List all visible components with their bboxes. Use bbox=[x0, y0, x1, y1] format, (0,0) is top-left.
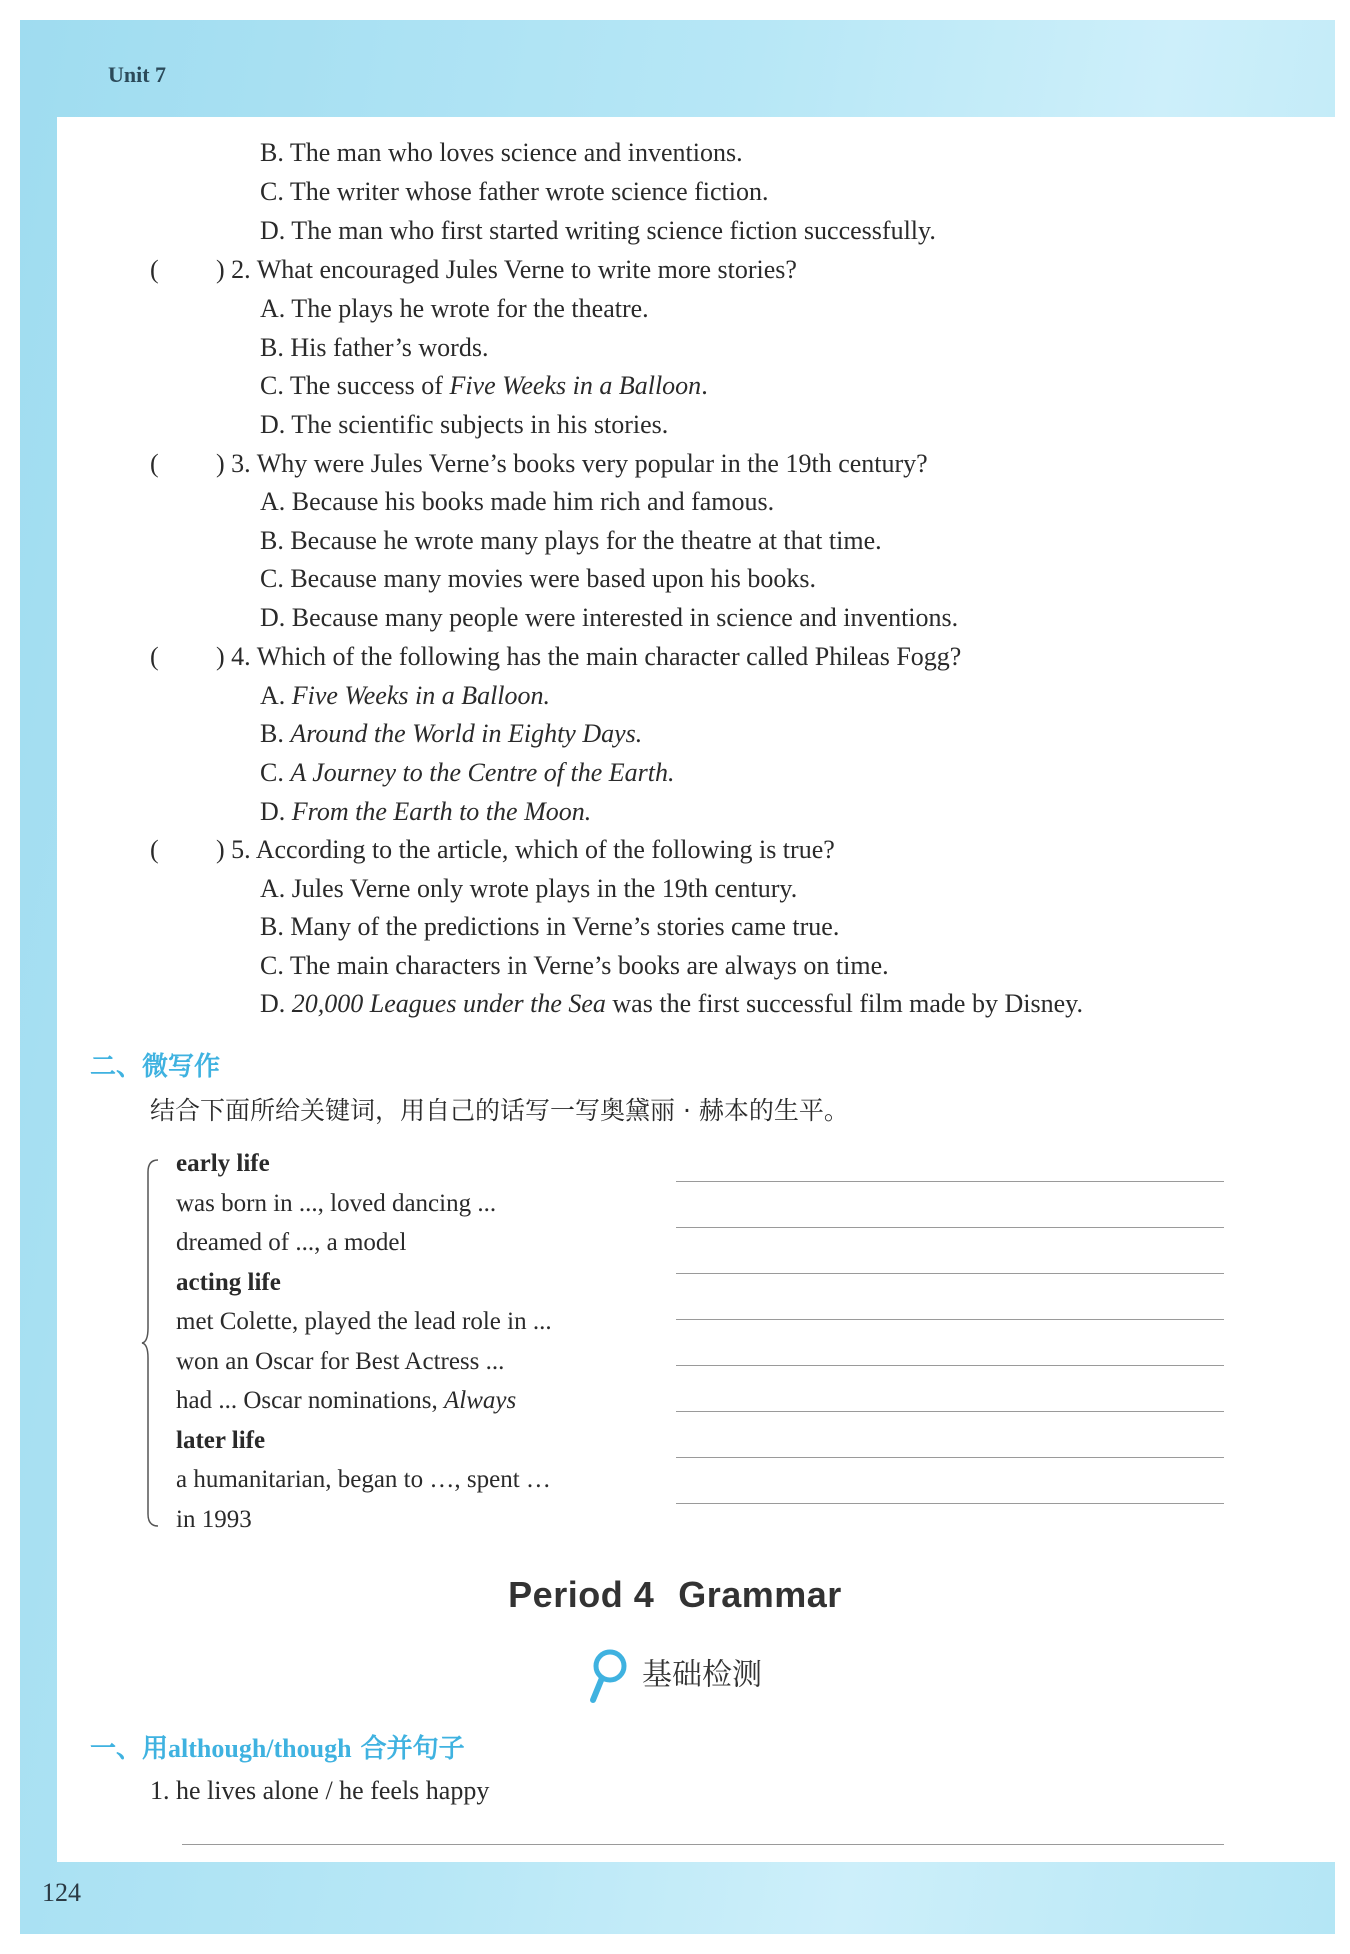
answer-line[interactable] bbox=[182, 1844, 1224, 1845]
writing-line[interactable] bbox=[676, 1319, 1224, 1320]
period-title: Period 4 Grammar bbox=[508, 1574, 842, 1615]
q2-stem: ) 2. What encouraged Jules Verne to write more stories? bbox=[216, 255, 797, 284]
q5-answer-paren[interactable]: ( bbox=[150, 835, 159, 864]
q4-option-b: B. Around the World in Eighty Days. bbox=[260, 719, 643, 748]
q3-option-d: D. Because many people were interested in science and inventions. bbox=[260, 603, 959, 632]
q4-stem: ) 4. Which of the following has the main character called Phileas Fogg? bbox=[216, 642, 962, 671]
q4-option-c: C. A Journey to the Centre of the Earth. bbox=[260, 758, 675, 787]
q2-option-d: D. The scientific subjects in his stories. bbox=[260, 410, 669, 439]
keyword-later-life-heading: later life bbox=[176, 1427, 266, 1454]
q4-option-d: D. From the Earth to the Moon. bbox=[260, 797, 592, 826]
left-brace-icon bbox=[140, 1158, 160, 1528]
q5-option-b: B. Many of the predictions in Verne’s stories came true. bbox=[260, 912, 840, 941]
keyword-acting-life-heading: acting life bbox=[176, 1269, 281, 1296]
q1-option-d: D. The man who first started writing science fiction successfully. bbox=[260, 216, 936, 245]
q3-option-b: B. Because he wrote many plays for the theatre at that time. bbox=[260, 526, 882, 555]
q5-option-d: D. 20,000 Leagues under the Sea was the first successful film made by Disney. bbox=[260, 989, 1083, 1018]
magnifier-icon bbox=[588, 1648, 628, 1704]
keyword-early-1: was born in ..., loved dancing ... bbox=[176, 1190, 497, 1217]
q1-option-b: B. The man who loves science and inventions. bbox=[260, 138, 743, 167]
q2-option-a: A. The plays he wrote for the theatre. bbox=[260, 294, 649, 323]
unit-label: Unit 7 bbox=[108, 62, 167, 87]
keyword-later-2: in 1993 bbox=[176, 1506, 252, 1533]
q3-answer-paren[interactable]: ( bbox=[150, 449, 159, 478]
q4-option-a: A. Five Weeks in a Balloon. bbox=[260, 681, 551, 710]
writing-line[interactable] bbox=[676, 1273, 1224, 1274]
writing-line[interactable] bbox=[676, 1365, 1224, 1366]
writing-line[interactable] bbox=[676, 1457, 1224, 1458]
grammar-question-1: 1. he lives alone / he feels happy bbox=[150, 1776, 490, 1805]
q5-stem: ) 5. According to the article, which of the following is true? bbox=[216, 835, 835, 864]
keyword-acting-2: won an Oscar for Best Actress ... bbox=[176, 1348, 505, 1375]
q2-answer-paren[interactable]: ( bbox=[150, 255, 159, 284]
writing-instruction: 结合下面所给关键词，用自己的话写一写奥黛丽 · 赫本的生平。 bbox=[150, 1096, 849, 1125]
writing-line[interactable] bbox=[676, 1503, 1224, 1504]
page-number: 124 bbox=[42, 1878, 81, 1907]
keyword-early-2: dreamed of ..., a model bbox=[176, 1229, 407, 1256]
writing-line[interactable] bbox=[676, 1181, 1224, 1182]
keyword-acting-1: met Colette, played the lead role in ... bbox=[176, 1308, 552, 1335]
section-heading-combine-sentences: 一、用although/though 合并句子 bbox=[90, 1734, 465, 1764]
writing-line[interactable] bbox=[676, 1411, 1224, 1412]
keyword-early-life-heading: early life bbox=[176, 1150, 270, 1177]
q3-option-c: C. Because many movies were based upon his books. bbox=[260, 564, 817, 593]
q1-option-c: C. The writer whose father wrote science fiction. bbox=[260, 177, 769, 206]
q5-option-c: C. The main characters in Verne’s books are always on time. bbox=[260, 951, 889, 980]
q2-option-c: C. The success of Five Weeks in a Balloon. bbox=[260, 371, 708, 400]
keyword-acting-3: had ... Oscar nominations, Always bbox=[176, 1387, 517, 1414]
q5-option-a: A. Jules Verne only wrote plays in the 19th century. bbox=[260, 874, 798, 903]
q4-answer-paren[interactable]: ( bbox=[150, 642, 159, 671]
section-heading-micro-writing: 二、微写作 bbox=[90, 1052, 221, 1082]
keyword-later-1: a humanitarian, began to …, spent … bbox=[176, 1466, 551, 1493]
basic-check-heading: 基础检测 bbox=[0, 1648, 1350, 1704]
writing-line[interactable] bbox=[676, 1227, 1224, 1228]
q2-option-b: B. His father’s words. bbox=[260, 333, 489, 362]
q3-stem: ) 3. Why were Jules Verne’s books very popular in the 19th century? bbox=[216, 449, 928, 478]
q3-option-a: A. Because his books made him rich and famous. bbox=[260, 487, 775, 516]
